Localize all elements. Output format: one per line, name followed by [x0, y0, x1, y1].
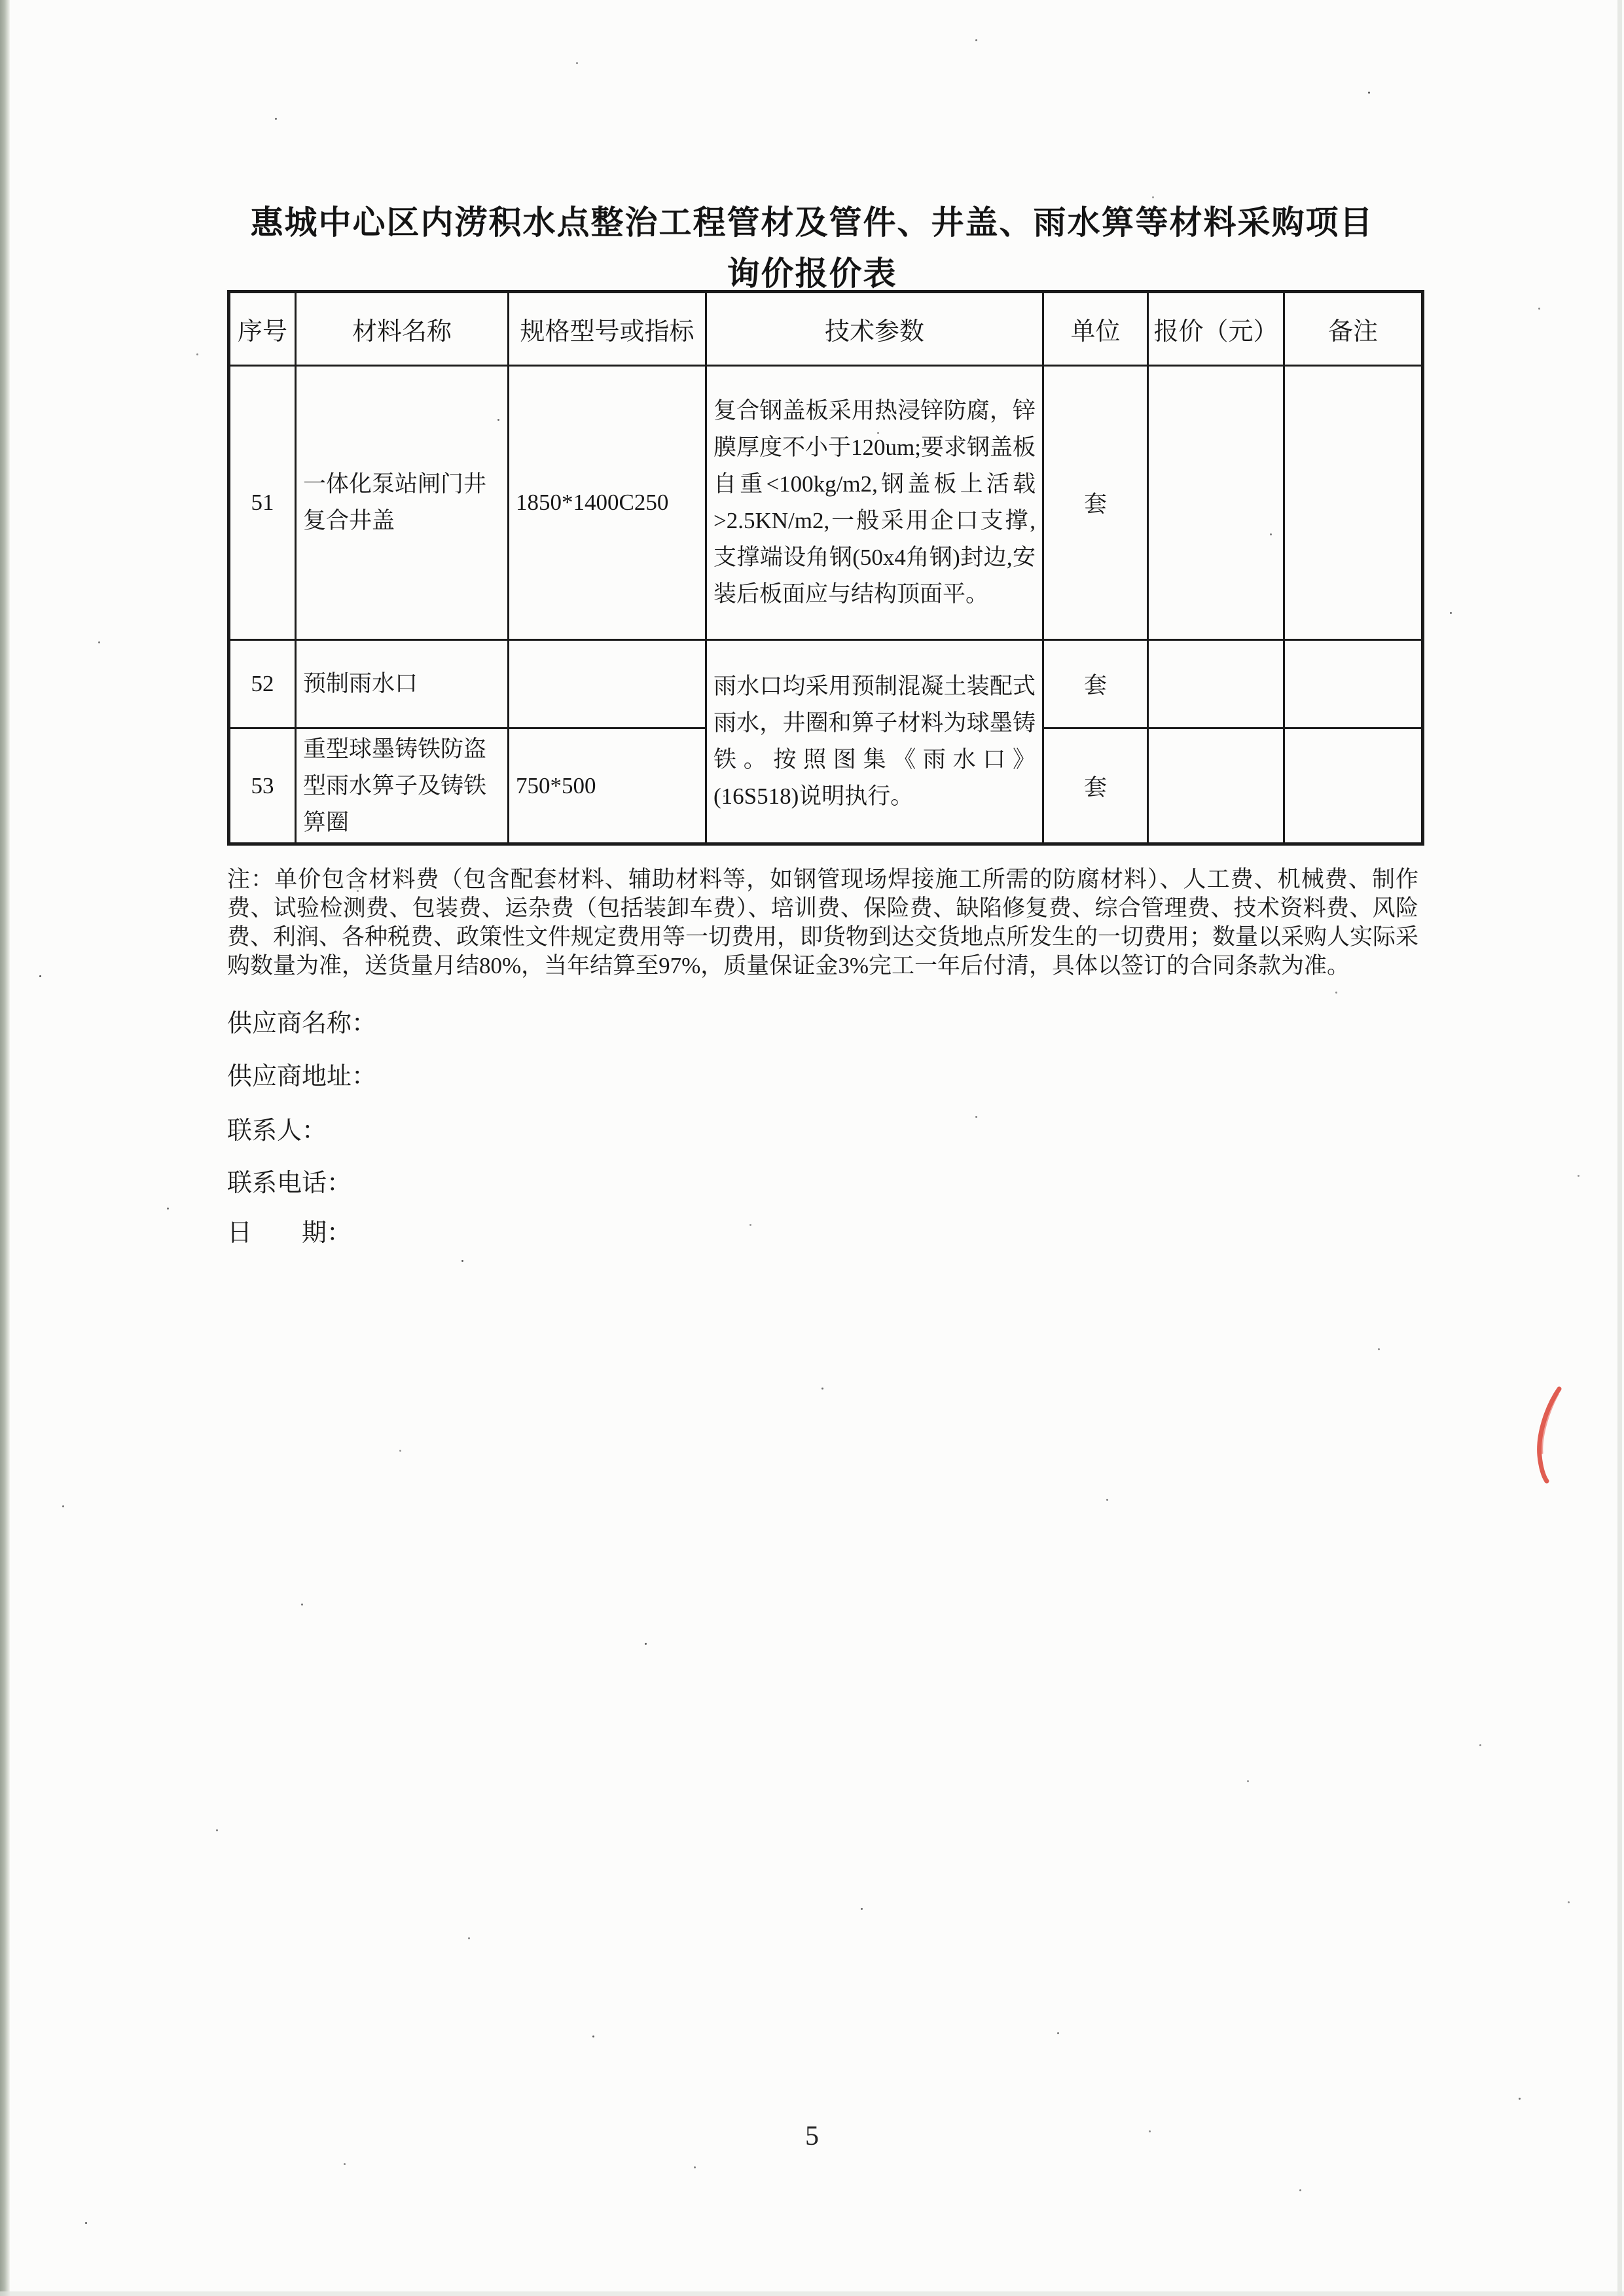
supplier-address-label: 供应商地址：: [227, 1063, 377, 1090]
note-text: 注：单价包含材料费（包含配套材料、辅助材料等，如钢管现场焊接施工所需的防腐材料）、人工费、机械费、制作费、试验检测费、包装费、运杂费（包括装卸车费）、培训费、保险费、缺陷修复费、综合管理费、技术资料费、风险费、利润、各种税费、政策性文件规定费用等一切费用，即货物到达交货地点所发生的一切费用；数量以采购人实际采购数量为准，送货量月结80%，当年结算至97%，质量保证金3%完工一年后付清，具体以签订的合同条款为准。: [227, 867, 1419, 978]
cell-material-name: 预制雨水口: [296, 640, 509, 728]
cell-material-name: 一体化泵站闸门井复合井盖: [296, 366, 509, 640]
quotation-table: [227, 290, 1424, 846]
cell-seq: 51: [229, 366, 296, 640]
cell-remark: [1284, 728, 1423, 844]
red-pen-mark: [1530, 1385, 1567, 1484]
cell-spec: 1850*1400C250: [509, 366, 706, 640]
cell-tech-params: 复合钢盖板采用热浸锌防腐，锌膜厚度不小于120um;要求钢盖板自重<100kg/m2,钢盖板上活载>2.5KN/m2,一般采用企口支撑,支撑端设角钢(50x4角钢)封边,安装后板面应与结构顶面平。: [706, 366, 1043, 640]
date-label: 日 期：: [227, 1219, 352, 1247]
scan-edge-right: [1617, 0, 1622, 2296]
col-header-seq: 序号: [229, 292, 296, 366]
table-header-row: [229, 292, 1423, 366]
cell-spec: [509, 640, 706, 728]
cell-material-name: 重型球墨铸铁防盗型雨水箅子及铸铁箅圈: [296, 728, 509, 844]
col-header-price: 报价（元）: [1148, 292, 1284, 366]
cell-tech-params-merged: 雨水口均采用预制混凝土装配式雨水，井圈和箅子材料为球墨铸铁。按照图集《雨水口》(16S518)说明执行。: [706, 640, 1043, 844]
cell-remark: [1284, 640, 1423, 728]
page-title-line1: 惠城中心区内涝积水点整治工程管材及管件、井盖、雨水箅等材料采购项目: [250, 204, 1374, 241]
col-header-material-name: 材料名称: [296, 292, 509, 366]
cell-price: [1148, 728, 1284, 844]
scan-edge-bottom: [0, 2291, 1624, 2296]
contact-phone-label: 联系电话：: [227, 1170, 352, 1197]
page-title-line2: 询价报价表: [727, 255, 897, 292]
cell-seq: 53: [229, 728, 296, 844]
cell-unit: 套: [1043, 366, 1148, 640]
cell-unit: 套: [1043, 640, 1148, 728]
contact-person-label: 联系人：: [227, 1117, 327, 1145]
cell-spec: 750*500: [509, 728, 706, 844]
cell-price: [1148, 366, 1284, 640]
supplier-name-label: 供应商名称：: [227, 1010, 377, 1037]
cell-unit: 套: [1043, 728, 1148, 844]
cell-remark: [1284, 366, 1423, 640]
col-header-unit: 单位: [1043, 292, 1148, 366]
cell-price: [1148, 640, 1284, 728]
col-header-spec: 规格型号或指标: [509, 292, 706, 366]
page-number: 5: [805, 2121, 819, 2151]
col-header-remark: 备注: [1284, 292, 1423, 366]
cell-seq: 52: [229, 640, 296, 728]
col-header-tech-params: 技术参数: [706, 292, 1043, 366]
page-title: [0, 197, 1624, 299]
scan-edge-left: [0, 0, 10, 2296]
table-row: [229, 366, 1423, 640]
table-row: [229, 640, 1423, 728]
